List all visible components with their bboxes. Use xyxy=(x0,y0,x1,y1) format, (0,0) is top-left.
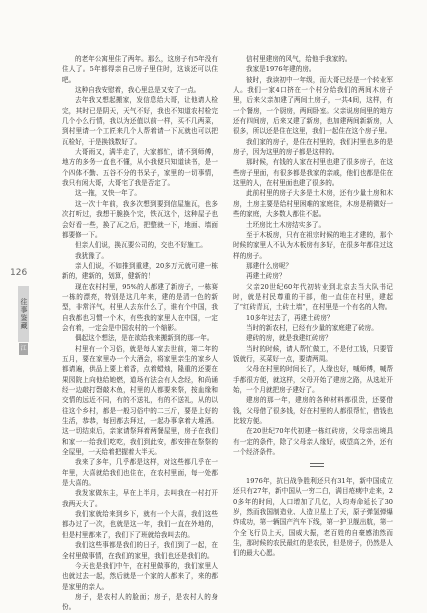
paragraph: 偶起这个想法，是在欲给我来搬新到的那一年。 xyxy=(75,334,214,343)
column-label-bar xyxy=(18,286,29,342)
section-divider-bottom xyxy=(310,466,324,467)
paragraph: 土坯房比土木房结实多了。 xyxy=(246,220,326,229)
paragraph: 我们家就给来到乡下，就有一个大喜，我们这些都办过了一次，也就是这一年，我们一直在外地的，但是村里都来了，我们下了班就给我叫去的。 xyxy=(62,510,218,539)
paragraph: 1976年，抗日战争胜利还只有31年，新中国成立还只有27年，新中国从一穷二白，满目疮痍中走来，20多年的时间，人口增加了几亿，人均寿命延长了30岁，然而我国制造业、人造卫星上了天，原子弹氢弹爆炸成功，第一辆国产汽车下线，第一护卫舰出航，第一个全飞行员上天，国威大振，老百姓的自豪感油然而生，那时候的农民最红的是农民，但是房子，仍然是人们的最大心愿。 xyxy=(233,477,393,558)
section-two xyxy=(233,476,393,559)
paragraph: 建房的那一年，建房的各种材料都很贵，还要借钱，父母借了很多钱，好在村里的人都很帮忙，借钱也比较方便。 xyxy=(233,396,393,426)
paragraph: 大哥雨又，满半走了，大家都忙，请不到师傅，地方的多务一直也不懂，从小我便只知道读书，是一个四体不勤、五谷不分的书呆子，家里的一切事情，我只有闲大哥，大哥宅了我是否定了。 xyxy=(62,148,218,188)
paragraph: 我家是1976年建的房。 xyxy=(246,65,316,74)
section-divider-top xyxy=(310,463,324,464)
paragraph: 这一拖，又快一年了。 xyxy=(75,189,141,198)
paragraph: 房子，是农村人的脸面；房子，是农村人的身份。 xyxy=(62,592,218,612)
column-tag: 江 xyxy=(19,343,28,355)
paragraph: 那建什么房呢？ xyxy=(246,261,293,270)
paragraph: 现在农村村里，95%的人都建了新房子，一栋赛一栋的漂亮，特别是这几年来，建的是清一色的新型，非常洋气，村里人去东什么了，谁有个中国，我自我都也习惯一个木，有些我的家里人在中国，一定会有着，一定会是中国农村的一个缩影。 xyxy=(62,282,218,332)
paragraph: 此前村里的房子大多是土木房，还有少量土房和木房，土房主要是给村里困难的家庭住，木房是稍微好一些的家庭，大多数人都住不起。 xyxy=(233,189,393,219)
paragraph: 我犹豫了。 xyxy=(75,251,108,260)
left-column xyxy=(62,54,218,612)
paragraph: 亲人们说，不如推到重建，20多万元就可建一栋新的，建新的，划算，健新的！ xyxy=(62,261,218,281)
paragraph: 我们这些事都是我们的日子，我们到了一起，在全村里做事情，在我们的家里，我们也还是我们的。 xyxy=(62,541,218,560)
paragraph: 再建土砖房？ xyxy=(246,272,286,281)
paragraph: 那时候，有钱的人家在村里也建了很多房子，在这些房子里面，有很多都是我家的亲戚，他们也都是住在这里的人，在村里面也建了很多的。 xyxy=(233,158,393,188)
paragraph: 我们家的房子，是住在村里的，我们村里也多的是房子，因为这里的房子都是这样的。 xyxy=(233,137,393,157)
paragraph: 当时的时候，请人帮忙做工，不是付工钱，只要管饭就行，买菜好一点，要请两周。 xyxy=(233,344,393,363)
paragraph: 去年我又想起搬家，发信息给大哥，让他请人检完，其时已是阴天，天气不好，我也不知道农村检完几个小么行情，我以为还值以前一样，买不几两菜，到村里请一个工匠来几个人帮着请一下瓦就也可以把瓦检好，于是换钱数好了。 xyxy=(62,96,218,146)
paragraph: 建砖的房，就是我建红砖房？ xyxy=(246,334,332,343)
paragraph: 这一次十年前，我多次想到要到信屋施瓦，也多次打听过，我想干脆换个完，铁瓦这个，这种屋子也会好看一些，换了瓦之后，把整就一下，地面、墙面都要修一下。 xyxy=(62,199,218,239)
paragraph: 当时的新农村，已经有少量的家庭建了砖房。 xyxy=(246,323,378,332)
paragraph: 10多年过去了，再建土砖房？ xyxy=(246,313,334,322)
paragraph: 在20世纪70年代初建一栋红砖房，父母亲出境具有一定的条件，除了父母亲人缘好，威望高之外，还有一个经济条件。 xyxy=(233,427,393,457)
paragraph: 今天也是我们中午，在村里做事的，我们家里人也就过去一起，然后就是一个家的人都来了，来的都是家里的亲人。 xyxy=(62,561,218,591)
paragraph: 村里有一个习俗，就是每人家去世前，第二年的五月，要在家里办一个大酒会，将家里亲生的家乡人都请遍，供品上要上着香，点着蜡烛，隆重的还要在果园院上向他给她燃，道场有法会有人念经，和尚诵经一边敲打磬敲木鱼，村里的人都要来祭，按血缘和交情的远近不同，有的不送礼，有的不送礼，从的以往这个乡村，都是一般习俗中的二三斤，要是上好的生活，恭恭，每回都去拜过，一起办事拿着大堆酒。这一切结束后，亲家请祭拜着两餐屋里，房子在我们和家一一给我们吃吃，我们到此安，都安排在祭祭的全屋里，一天给着把握着大半天。 xyxy=(62,344,218,457)
paragraph: 但亲人们说，换瓦要公司的，交也不好施工。 xyxy=(75,241,207,250)
paragraph: 至于木板房，只有在祖宗时候的地主才建的，那个时候的家里人不认为木板房有多好，在很多年都住过这样的房子。 xyxy=(233,230,393,260)
paragraph: 父母在村里的时间长了，人缘也好，喊师傅，喊帮手都很方便，就这样，父母开始了建房之路，从选址开始，一个月就把房子建好了。 xyxy=(233,365,393,394)
paragraph: 信村里建房的风气，给他手我家的。 xyxy=(246,55,352,63)
paragraph: 我来了多年，几乎都是这样，对这些都几乎在一年里，大喜就给我们也住在，在农村里面，每一处都是大喜的。 xyxy=(62,458,218,488)
paragraph: 父亲20世纪60年代初转业到北京去当大队书记时，就是村民尊重的干部，他一直住在村里，建起了“红砖青瓦，土砖土墙”，在村里是一个有名的人物。 xyxy=(233,282,393,312)
right-column xyxy=(233,54,393,457)
paragraph: 这种自我安慰着，我心里总是又安了一点。 xyxy=(75,86,201,95)
paragraph: 彼时，我读初中一年级，而大哥已经是一个转业军人。我们一家4口挤在一个村分给我们的两间木房子里，后来父亲加建了两间土房子，一共4间，这样，有一个餐房，一个厨房，两间卧室。父亲说房间里的地方还有四间房，后来又建了新房，也加建两间新新房，人很多，所以还是住在这里，我们一起住在这个房子里。 xyxy=(233,75,393,136)
paragraph: 的老年公寓里住了两年。那么，这房子有5年没有住人了。5年都得亲自己房子里住时，这该还可以住吧。 xyxy=(62,55,218,84)
paragraph: 我发家做东主，早在上半月，去叫我在一村打开我两天大了。 xyxy=(62,489,218,508)
page-number: 126 xyxy=(10,268,28,278)
column-label: 往事鉴藏 xyxy=(20,298,28,330)
